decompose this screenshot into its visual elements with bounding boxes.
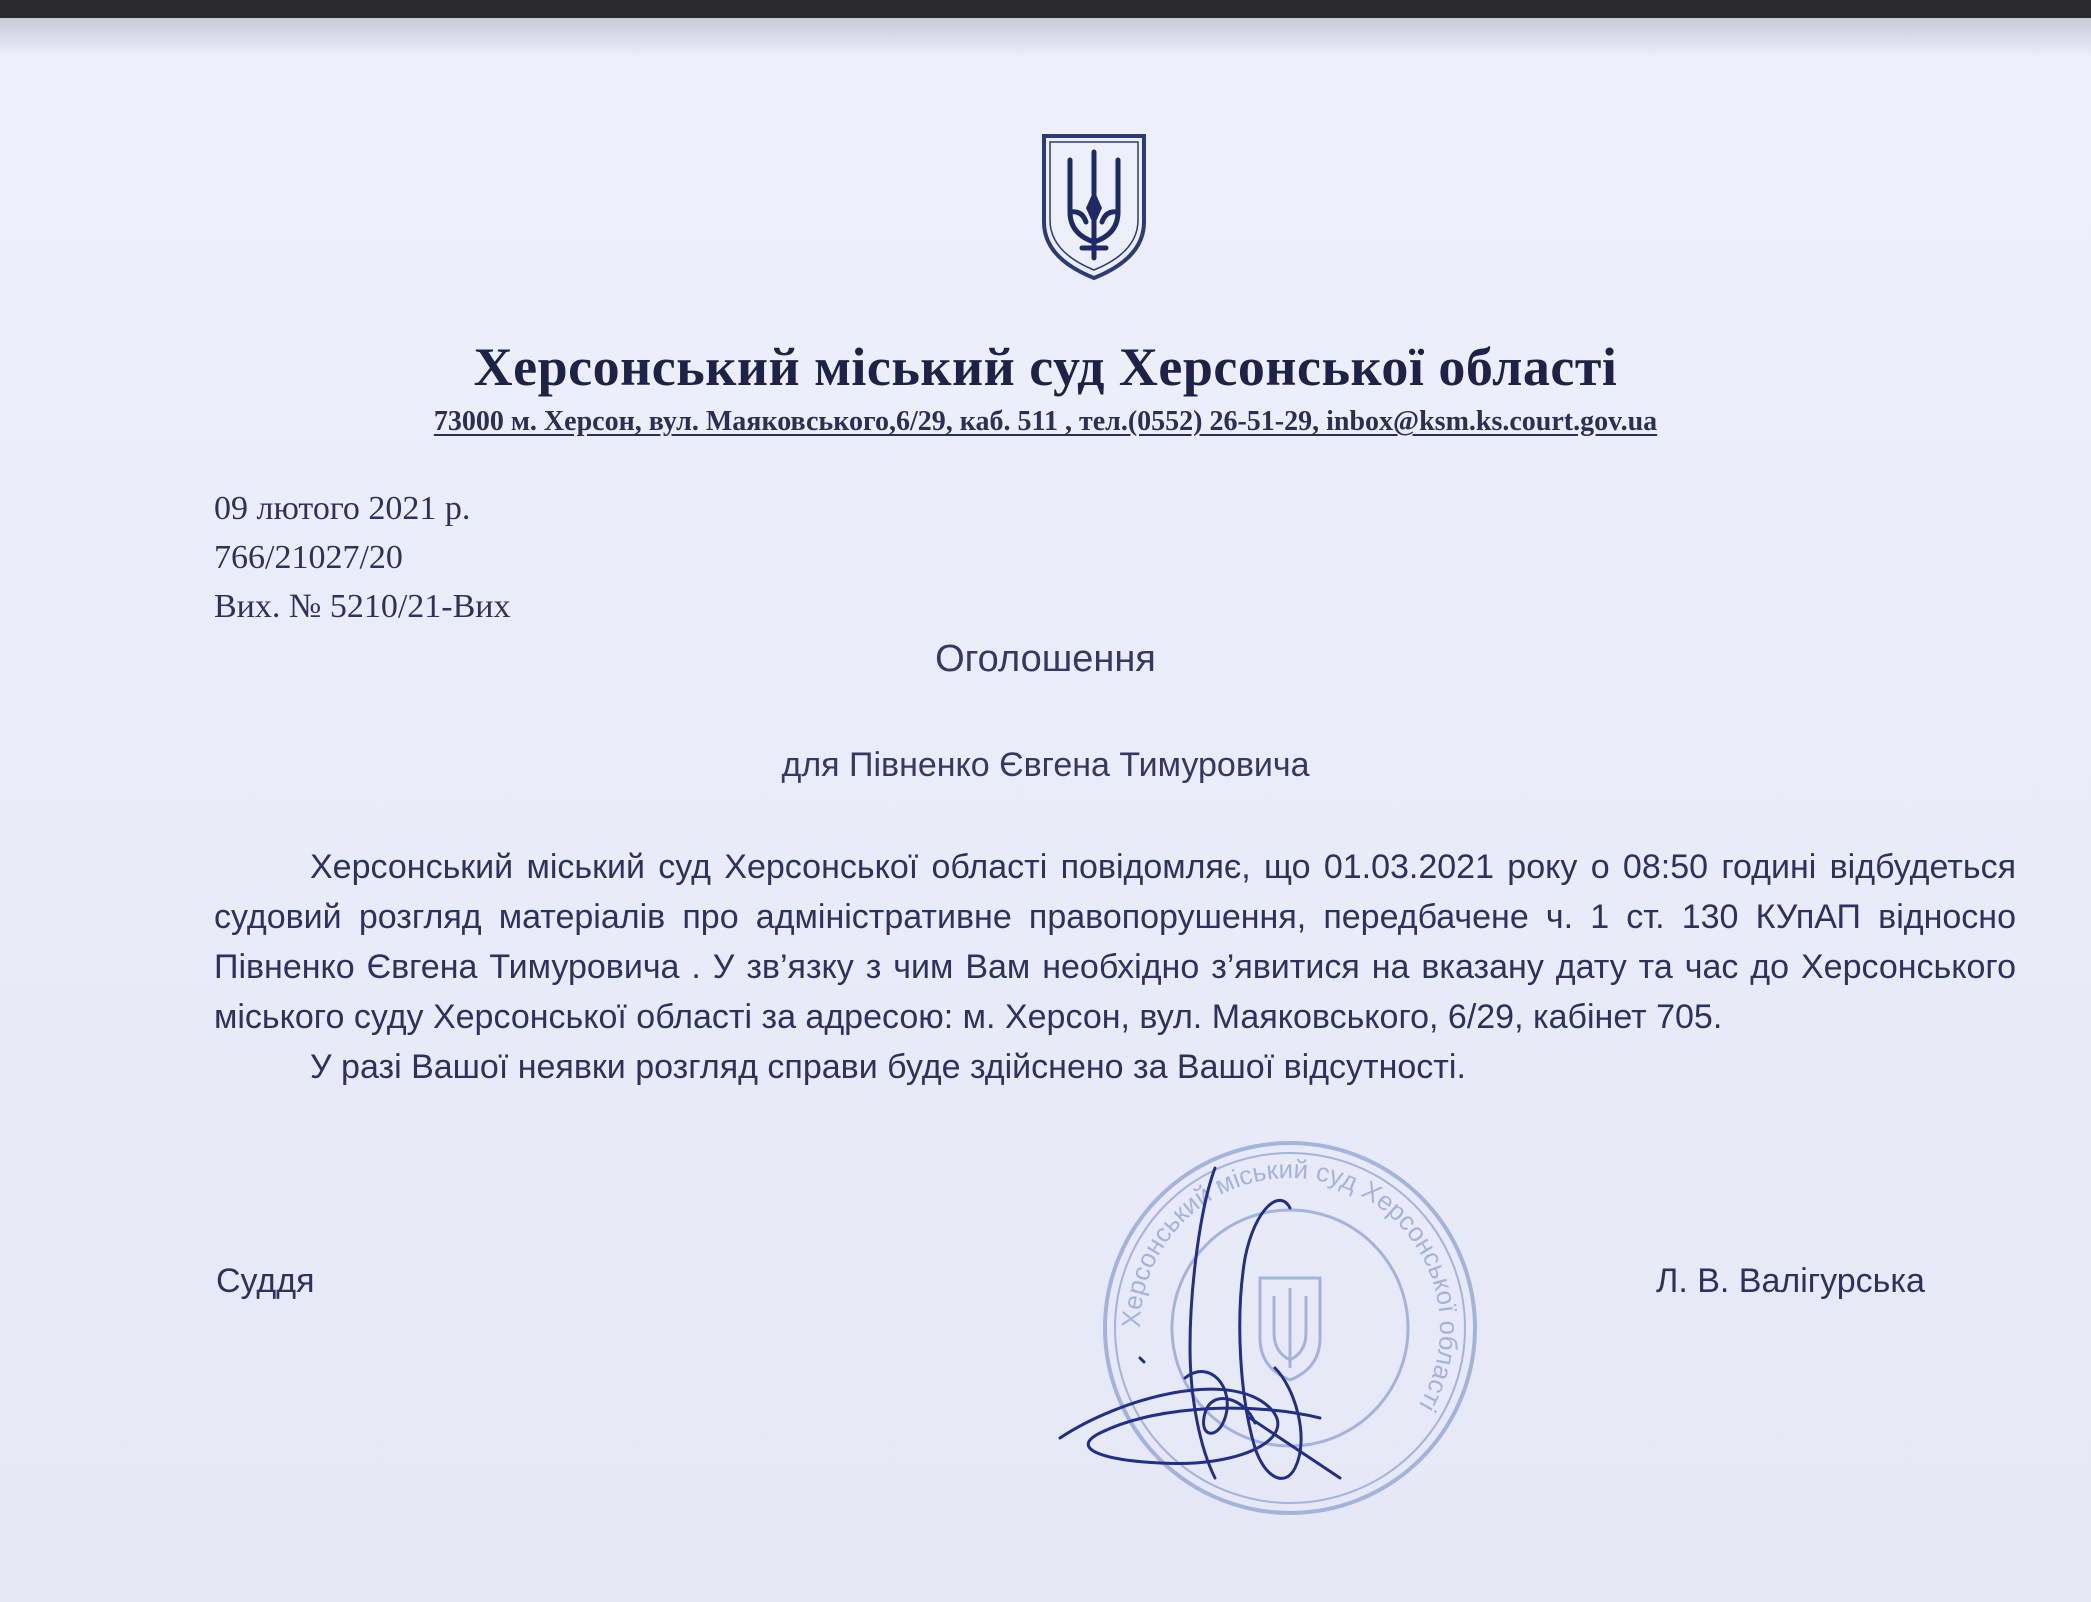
trident-coat-of-arms-icon bbox=[1036, 130, 1152, 282]
body-paragraph: У разі Вашої неявки розгляд справи буде здійснено за Вашої відсутності. bbox=[310, 1048, 1466, 1086]
document-body bbox=[214, 842, 2016, 1092]
document-title: Оголошення bbox=[935, 638, 1156, 680]
court-address bbox=[0, 406, 2091, 438]
judge-role: Суддя bbox=[216, 1262, 315, 1300]
judge-name: Л. В. Валігурська bbox=[1656, 1262, 1925, 1300]
body-paragraph: Херсонський міський суд Херсонської області повідомляє, що 01.03.2021 року о 08:50 годині відбудеться судовий розгляд матеріалів про адміністративне правопорушення, передбачене ч. 1 ст. 130 КУпАП відносно Півненко Євгена Тимуровича . У зв’язку з чим Вам необхідно з’явитися на вказану дату та час до Херсонського міського суду Херсонської області за адресою: м. Херсон, вул. Маяковського, 6/29, кабінет 705. bbox=[214, 848, 2016, 1036]
document-meta bbox=[214, 484, 510, 631]
court-name: Херсонський міський суд Херсонської області bbox=[473, 337, 1618, 397]
seal-text: Херсонський міський суд Херсонської області bbox=[1115, 1153, 1465, 1418]
case-number: 766/21027/20 bbox=[214, 539, 403, 576]
handwritten-signature-icon bbox=[1040, 1148, 1420, 1548]
court-address-text: 73000 м. Херсон, вул. Маяковського,6/29, каб. 511 , тел.(0552) 26-51-29, inbox@ksm.ks.court.gov.ua bbox=[433, 406, 1658, 437]
addressee: для Півненко Євгена Тимуровича bbox=[781, 746, 1310, 784]
document-page bbox=[0, 18, 2091, 1602]
outgoing-number: Вих. № 5210/21-Вих bbox=[214, 588, 511, 625]
document-date: 09 лютого 2021 р. bbox=[214, 490, 471, 527]
